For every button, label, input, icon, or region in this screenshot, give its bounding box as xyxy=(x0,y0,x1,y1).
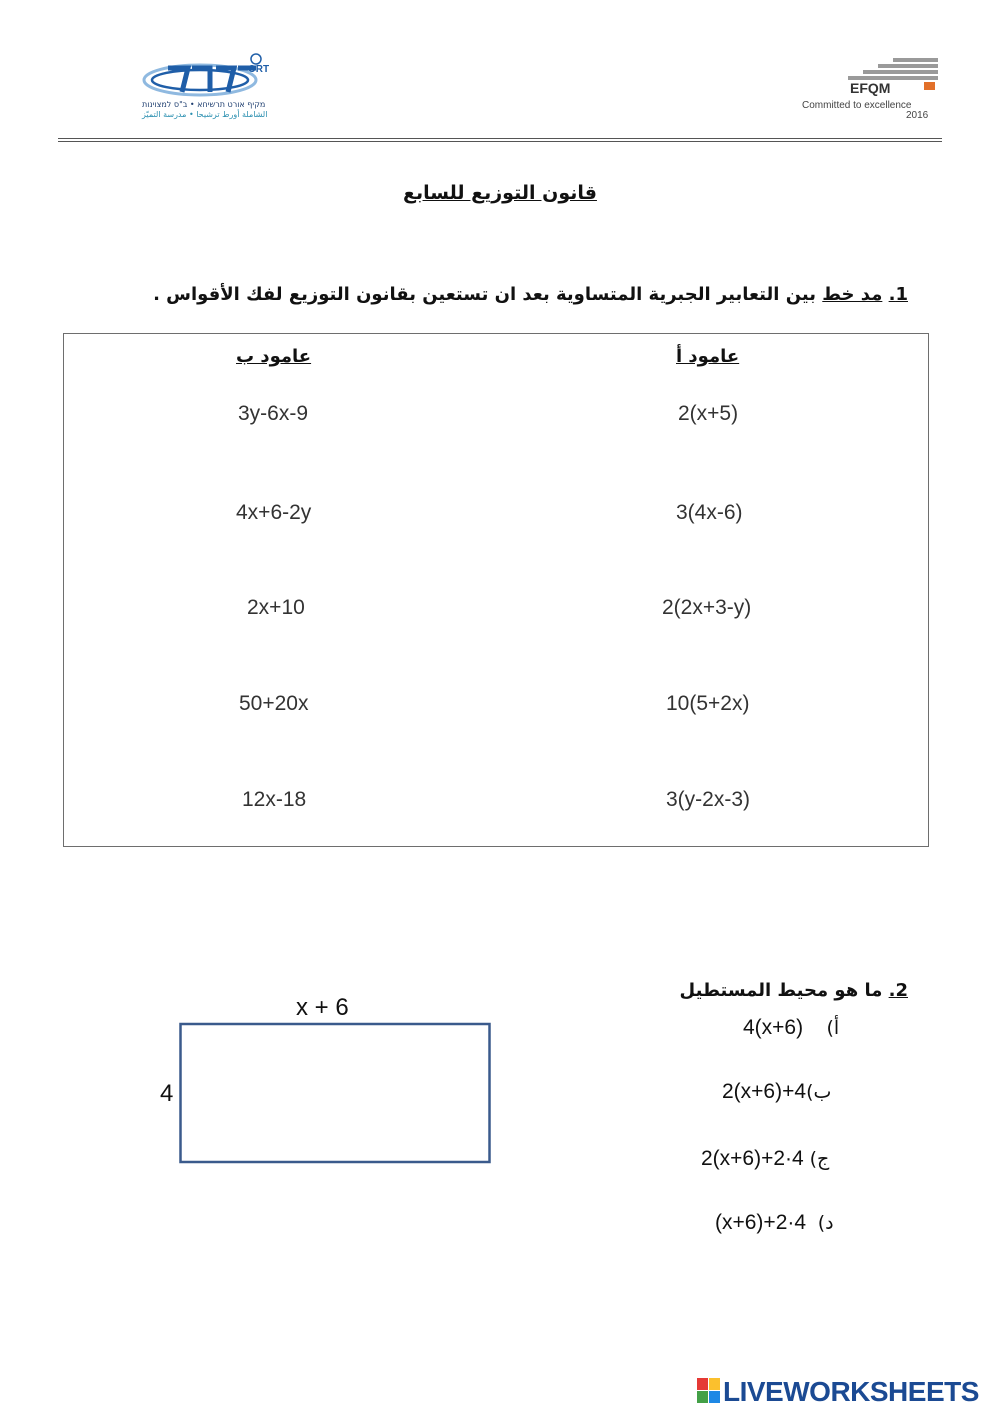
answer-option-expression: (x+6)+2·4 xyxy=(715,1211,807,1234)
question-1 xyxy=(153,284,908,305)
column-a-expression[interactable]: 2(x+5) xyxy=(678,402,739,425)
ort-school-logo xyxy=(138,52,288,122)
answer-option-letter: د) xyxy=(817,1212,834,1234)
question-1-instruction xyxy=(153,284,882,305)
column-b-expression[interactable]: 50+20x xyxy=(239,692,309,715)
header-divider-bottom xyxy=(58,141,942,142)
ort-logo-mark xyxy=(138,52,288,100)
efqm-logo xyxy=(798,58,943,123)
efqm-accent-square xyxy=(924,82,935,90)
column-b-expression[interactable]: 12x-18 xyxy=(242,788,307,811)
svg-text:ORT: ORT xyxy=(248,64,270,75)
column-a-expression[interactable]: 3(y-2x-3) xyxy=(666,788,751,811)
efqm-name: EFQM xyxy=(850,80,891,96)
column-b-expression[interactable]: 4x+6-2y xyxy=(236,501,312,524)
header-divider-top xyxy=(58,138,942,139)
answer-option-letter: ب) xyxy=(806,1081,832,1103)
answer-option-c[interactable] xyxy=(701,1147,829,1171)
question-1-number: 1. xyxy=(888,284,908,305)
liveworksheets-wordmark: LIVEWORKSHEETS xyxy=(723,1376,979,1407)
answer-option-a[interactable] xyxy=(743,1016,839,1040)
efqm-tagline: Committed to excellence xyxy=(802,100,912,111)
column-a-expression[interactable]: 2(2x+3-y) xyxy=(662,596,752,619)
answer-option-d[interactable] xyxy=(715,1211,834,1235)
question-2-number: 2. xyxy=(888,980,908,1001)
column-b-header: عامود ب xyxy=(236,346,312,367)
answer-option-expression: 2(x+6)+2·4 xyxy=(701,1147,804,1170)
rectangle-width-label: 4 xyxy=(160,1080,174,1107)
answer-option-expression: 2(x+6)+4 xyxy=(722,1080,807,1103)
efqm-year: 2016 xyxy=(906,110,929,121)
matching-table xyxy=(63,333,929,847)
question-1-text: بين التعابير الجبرية المتساوية بعد ان تستعين بقانون التوزيع لفك الأقواس . xyxy=(153,284,823,305)
rectangle-length-label: x + 6 xyxy=(296,994,349,1021)
answer-option-b[interactable] xyxy=(722,1080,831,1104)
worksheet-title: قانون التوزيع للسابع xyxy=(403,182,597,204)
ort-logo-arabic-line: الشاملة أورط ترشيحا • مدرسة التميّز xyxy=(142,110,268,119)
column-a-header: عامود أ xyxy=(676,346,740,367)
column-a-expression[interactable]: 10(5+2x) xyxy=(666,692,750,715)
question-1-emphasis: مد خط xyxy=(822,284,883,305)
answer-option-letter: ج) xyxy=(809,1148,830,1170)
question-2 xyxy=(680,980,908,1001)
liveworksheets-logo-icon xyxy=(697,1378,721,1406)
answer-option-letter: أ) xyxy=(826,1017,840,1039)
answer-option-expression: 4(x+6) xyxy=(743,1016,804,1039)
rectangle-figure xyxy=(150,990,510,1180)
column-b-expression[interactable]: 2x+10 xyxy=(247,596,305,619)
ort-logo-hebrew-line: מקיף אורט תרשיחא • ב"ס למצוינות xyxy=(142,100,266,109)
column-b-expression[interactable]: 3y-6x-9 xyxy=(238,402,309,425)
question-2-text: ما هو محيط المستطيل xyxy=(679,980,889,1001)
column-a-expression[interactable]: 3(4x-6) xyxy=(676,501,743,524)
